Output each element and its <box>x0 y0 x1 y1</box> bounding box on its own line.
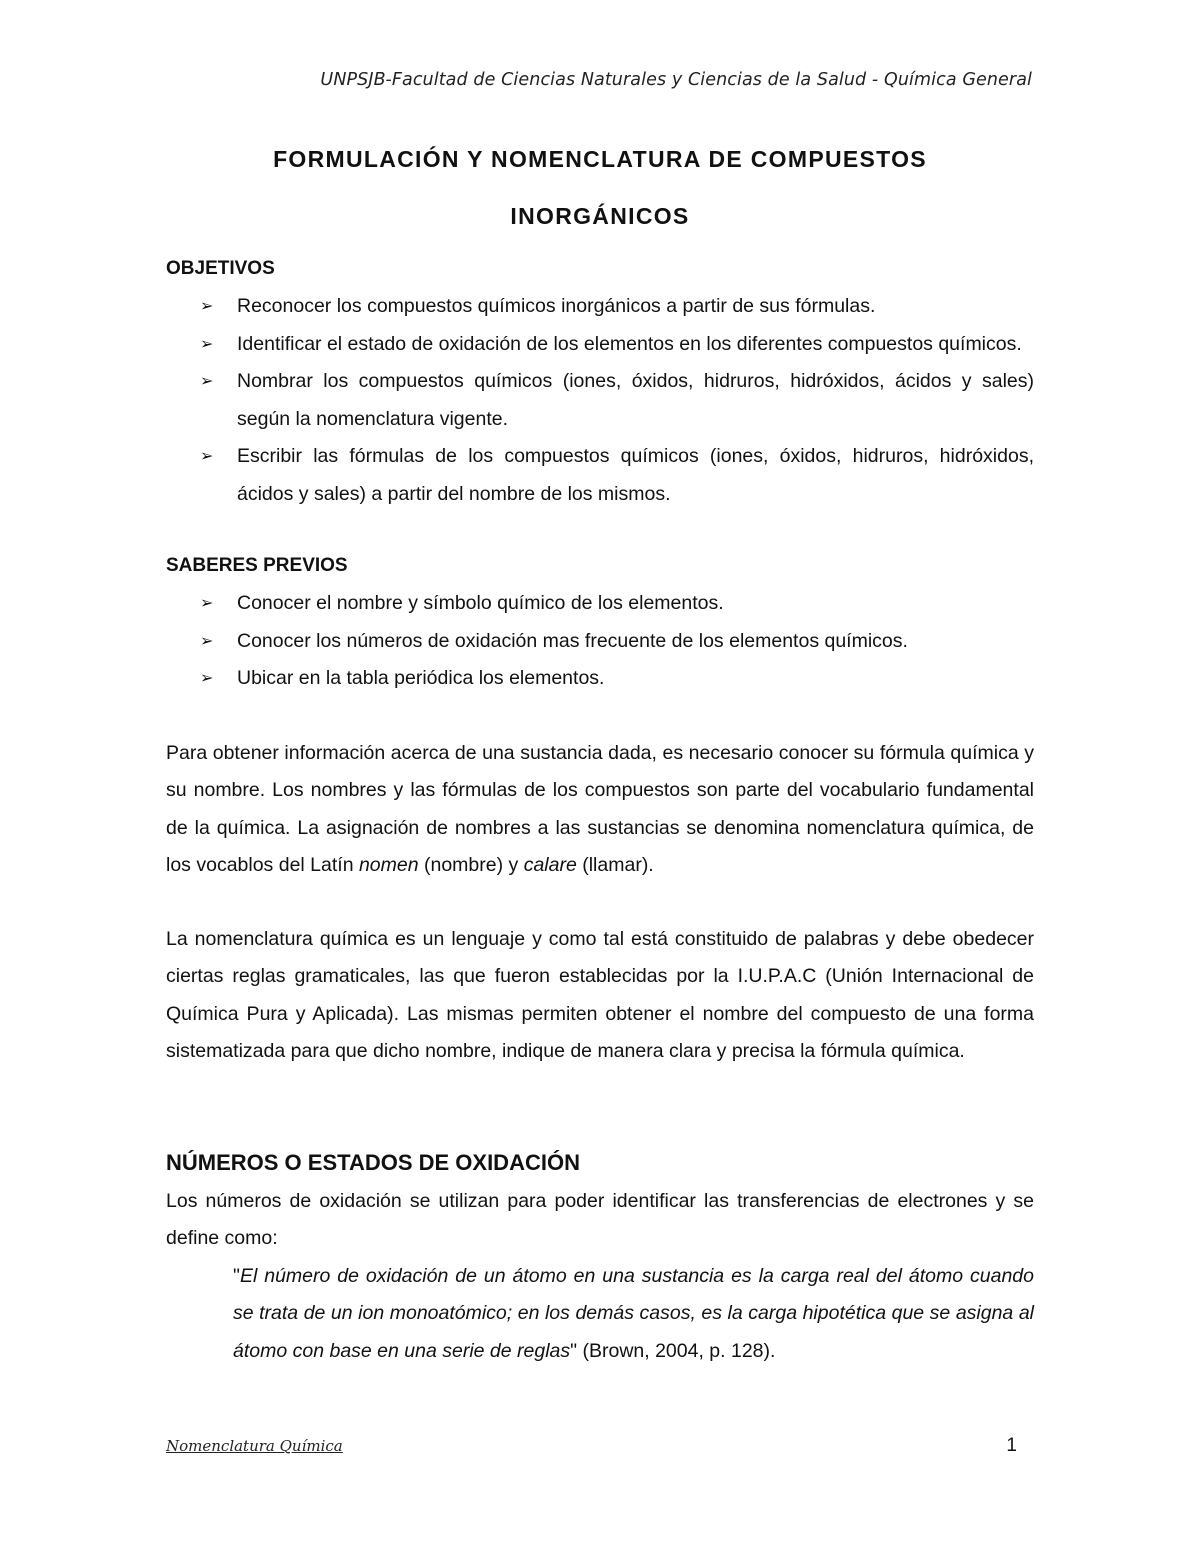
list-item-text: Identificar el estado de oxidación de los elementos en los diferentes compuestos químicos. <box>237 332 1022 355</box>
list-item-text: Reconocer los compuestos químicos inorgánicos a partir de sus fórmulas. <box>237 295 876 317</box>
intro-text-2: (nombre) y <box>418 853 524 876</box>
intro-text-1: Para obtener información acerca de una sustancia dada, es necesario conocer su fórmula química y su nombre. Los nombres y las fórmulas de los compuestos son parte del vocabulario fundamental de la química. La asignación de nombres a las sustancias se denomina nomenclatura química, de los vocablos del Latín <box>166 742 1034 876</box>
arrow-bullet-icon: ➢ <box>200 448 214 465</box>
list-item <box>200 326 1034 364</box>
intro-paragraph <box>166 735 1034 884</box>
numeros-oxidacion-intro: Los números de oxidación se utilizan para poder identificar las transferencias de electrones y se define como: <box>166 1190 1034 1250</box>
list-item-text: Ubicar en la tabla periódica los elementos. <box>237 667 605 689</box>
iupac-paragraph: La nomenclatura química es un lenguaje y como tal está constituido de palabras y debe obedecer ciertas reglas gramaticales, las que fueron establecidas por la I.U.P.A.C (Unión Internacional de Química Pura y Aplicada). Las mismas permiten obtener el nombre del compuesto de una forma sistematizada para que dicho nombre, indique de manera clara y precisa la fórmula química. <box>166 928 1034 1062</box>
definition-quote <box>233 1258 1034 1370</box>
page-number: 1 <box>1006 1435 1017 1456</box>
arrow-bullet-icon: ➢ <box>200 632 214 650</box>
latin-word-calare: calare <box>523 853 577 876</box>
quote-text: El número de oxidación de un átomo en una sustancia es la carga real del átomo cuando se trata de un ion monoatómico; en los demás casos, es la carga hipotética que se asigna al átomo con base en una serie de reglas <box>233 1265 1034 1362</box>
arrow-bullet-icon: ➢ <box>200 298 214 315</box>
saberes-previos-list <box>200 585 1034 698</box>
arrow-bullet-icon: ➢ <box>200 670 214 687</box>
arrow-bullet-icon: ➢ <box>200 595 214 612</box>
list-item-text: Conocer los números de oxidación mas frecuente de los elementos químicos. <box>237 629 908 652</box>
list-item <box>200 585 1034 623</box>
page-header: UNPSJB-Facultad de Ciencias Naturales y Ciencias de la Salud - Química General <box>320 70 1032 90</box>
list-item <box>200 438 1034 513</box>
list-item-text: Escribir las fórmulas de los compuestos químicos (iones, óxidos, hidruros, hidróxidos, ácidos y sales) a partir del nombre de los mismos. <box>237 445 1034 505</box>
document-title-line-2: INORGÁNICOS <box>510 203 690 229</box>
list-item-text: Conocer el nombre y símbolo químico de los elementos. <box>237 592 724 614</box>
objetivos-list <box>200 288 1034 513</box>
intro-text-3: (llamar). <box>576 853 654 876</box>
arrow-bullet-icon: ➢ <box>200 335 214 353</box>
saberes-previos-heading: SABERES PREVIOS <box>166 555 348 576</box>
quote-open: " <box>233 1265 240 1287</box>
numeros-oxidacion-heading: NÚMEROS O ESTADOS DE OXIDACIÓN <box>166 1150 580 1175</box>
list-item <box>200 363 1034 438</box>
list-item <box>200 288 1034 326</box>
document-title-line-1: FORMULACIÓN Y NOMENCLATURA DE COMPUESTOS <box>273 146 927 172</box>
list-item <box>200 660 1034 698</box>
latin-word-nomen: nomen <box>358 853 419 876</box>
quote-citation: " (Brown, 2004, p. 128). <box>570 1339 776 1362</box>
list-item-text: Nombrar los compuestos químicos (iones, óxidos, hidruros, hidróxidos, ácidos y sales) según la nomenclatura vigente. <box>237 370 1034 430</box>
footer-title: Nomenclatura Química <box>166 1437 343 1455</box>
arrow-bullet-icon: ➢ <box>200 373 214 390</box>
list-item <box>200 623 1034 661</box>
objetivos-heading: OBJETIVOS <box>166 258 275 279</box>
